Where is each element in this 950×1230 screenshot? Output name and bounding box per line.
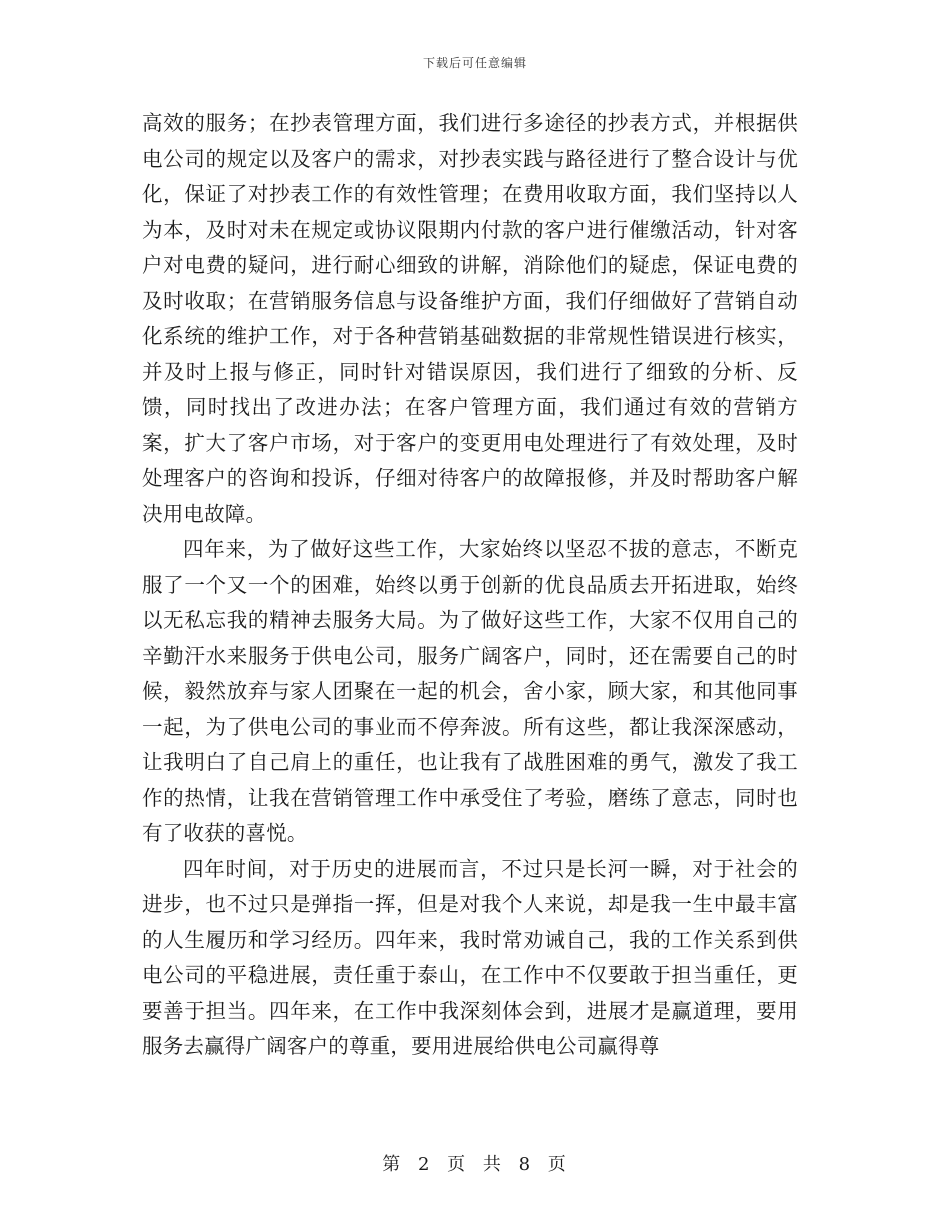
footer-page-word: 页 <box>447 1154 468 1175</box>
footer-prefix: 第 <box>382 1154 403 1175</box>
footer-suffix: 页 <box>547 1154 568 1175</box>
paragraph: 四年来，为了做好这些工作，大家始终以坚忍不拔的意志，不断克服了一个又一个的困难，始终以勇于创新的优良品质去开拓进取，始终以无私忘我的精神去服务大局。为了做好这些工作，大家不仅用自己的辛勤汗水来服务于供电公司，服务广阔客户，同时，还在需要自己的时候，毅然放弃与家人团聚在一起的机会，舍小家，顾大家，和其他同事一起，为了供电公司的事业而不停奔波。所有这些，都让我深深感动，让我明白了自己肩上的重任，也让我有了战胜困难的勇气，激发了我工作的热情，让我在营销管理工作中承受住了考验，磨练了意志，同时也有了收获的喜悦。 <box>142 537 798 845</box>
body-text <box>142 106 798 1065</box>
total-page-number: 8 <box>518 1154 533 1175</box>
footer-total-word: 共 <box>482 1154 503 1175</box>
page-number-footer <box>0 1150 950 1176</box>
paragraph: 四年时间，对于历史的进展而言，不过只是长河一瞬，对于社会的进步，也不过只是弹指一挥，但是对我个人来说，却是我一生中最丰富的人生履历和学习经历。四年来，我时常劝诫自己，我的工作关系到供电公司的平稳进展，责任重于泰山，在工作中不仅要敢于担当重任，更要善于担当。四年来，在工作中我深刻体会到，进展才是赢道理，要用服务去赢得广阔客户的尊重，要用进展给供电公司赢得尊 <box>142 856 798 1058</box>
current-page-number: 2 <box>417 1154 432 1175</box>
paragraph-continued: 高效的服务；在抄表管理方面，我们进行多途径的抄表方式，并根据供电公司的规定以及客户的需求，对抄表实践与路径进行了整合设计与优化，保证了对抄表工作的有效性管理；在费用收取方面，我们坚持以人为本，及时对未在规定或协议限期内付款的客户进行催缴活动，针对客户对电费的疑问，进行耐心细致的讲解，消除他们的疑虑，保证电费的及时收取；在营销服务信息与设备维护方面，我们仔细做好了营销自动化系统的维护工作，对于各种营销基础数据的非常规性错误进行核实，并及时上报与修正，同时针对错误原因，我们进行了细致的分析、反馈，同时找出了改进办法；在客户管理方面，我们通过有效的营销方案，扩大了客户市场，对于客户的变更用电处理进行了有效处理，及时处理客户的咨询和投诉，仔细对待客户的故障报修，并及时帮助客户解决用电故障。 <box>142 111 798 526</box>
header-note: 下载后可任意编辑 <box>422 56 527 70</box>
